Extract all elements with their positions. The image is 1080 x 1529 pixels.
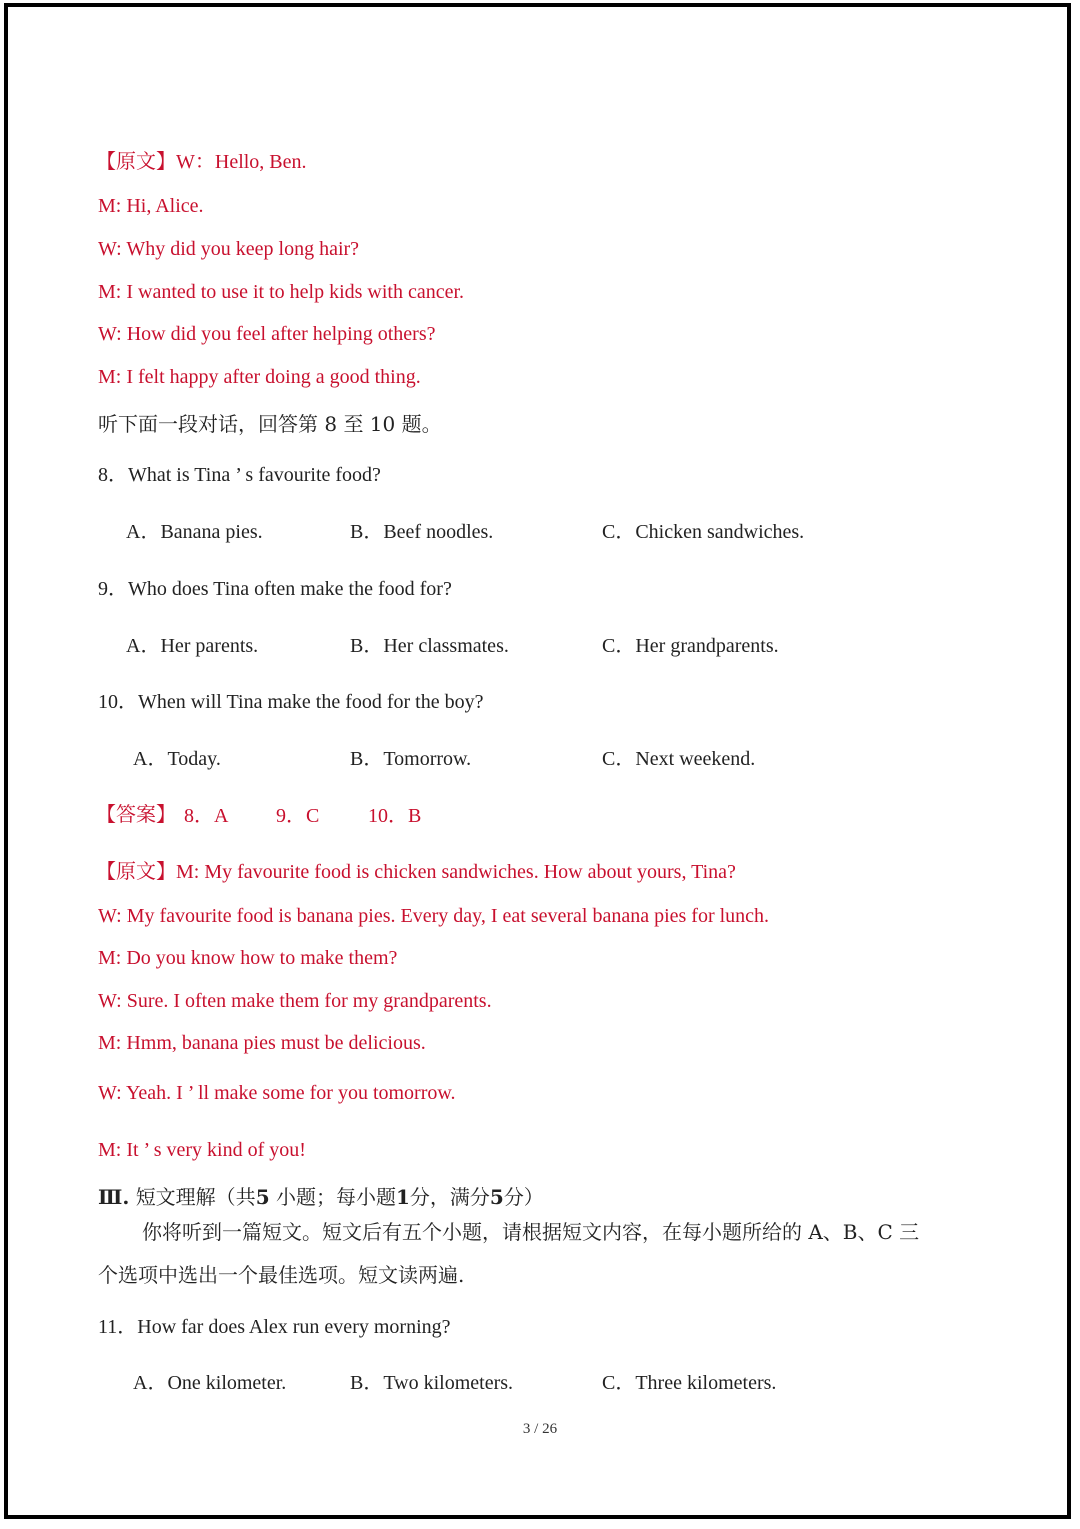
answer-line [96, 798, 176, 827]
question-9-option-a: A．Her parents. [126, 635, 259, 657]
passage1-line: W: How did you feel after helping others? [98, 323, 436, 345]
passage2-label: 【原文】 [96, 859, 176, 883]
section3-title-d: 分） [503, 1185, 544, 1209]
question-9-option-b: B．Her classmates. [350, 635, 509, 657]
section3-desc-line2: 个选项中选出一个最佳选项。短文读两遍. [98, 1263, 465, 1287]
passage2-line: M: Hmm, banana pies must be delicious. [98, 1032, 426, 1054]
answer-label: 【答案】 [96, 802, 176, 826]
passage2-line: W: Yeah. I ’ ll make some for you tomorrow. [98, 1082, 456, 1104]
section3-per: 1 [395, 1185, 410, 1209]
question-8-option-c: C．Chicken sandwiches. [602, 521, 805, 543]
question-10-option-c: C．Next weekend. [602, 748, 756, 770]
passage1-first-text: W：Hello, Ben. [176, 151, 307, 173]
question-8: 8．What is Tina ’ s favourite food? [98, 464, 381, 486]
question-9-option-c: C．Her grandparents. [602, 635, 779, 657]
question-10: 10．When will Tina make the food for the boy? [98, 691, 484, 713]
question-9: 9．Who does Tina often make the food for? [98, 578, 452, 600]
passage2-first-text: M: My favourite food is chicken sandwiches. How about yours, Tina? [176, 861, 736, 883]
passage2-first-line [96, 855, 736, 884]
answer-10: 10．B [368, 805, 422, 827]
question-8-option-b: B．Beef noodles. [350, 521, 494, 543]
passage2-line: W: Sure. I often make them for my grandparents. [98, 990, 492, 1012]
section3-title-a: 短文理解（共 [135, 1185, 256, 1209]
question-11-option-b: B．Two kilometers. [350, 1372, 514, 1394]
section3-title-b: 小题；每小题 [275, 1185, 396, 1209]
passage1-line: W: Why did you keep long hair? [98, 238, 360, 260]
question-11-option-c: C．Three kilometers. [602, 1372, 777, 1394]
question-10-option-a: A．Today. [133, 748, 221, 770]
question-10-option-b: B．Tomorrow. [350, 748, 472, 770]
passage2-line: M: Do you know how to make them? [98, 947, 398, 969]
answer-8: 8．A [184, 805, 229, 827]
passage1-line: M: I felt happy after doing a good thing. [98, 366, 421, 388]
section3-title-c: 分，满分 [409, 1185, 490, 1209]
section3-numeral: Ⅲ. [98, 1185, 130, 1209]
answer-9: 9．C [276, 805, 320, 827]
passage1-label: 【原文】 [96, 149, 176, 173]
section3-total: 5 [489, 1185, 504, 1209]
section3-count: 5 [255, 1185, 270, 1209]
passage1-first-line [96, 145, 307, 174]
passage1-line: M: Hi, Alice. [98, 195, 204, 217]
page-number: 3 / 26 [522, 1421, 558, 1437]
section3-desc-line1: 你将听到一篇短文。短文后有五个小题，请根据短文内容，在每小题所给的 A、B、C 三 [142, 1220, 920, 1244]
passage2-line: W: My favourite food is banana pies. Every day, I eat several banana pies for lunch. [98, 905, 770, 927]
passage2-line: M: It ’ s very kind of you! [98, 1139, 306, 1161]
instruction-8-10: 听下面一段对话，回答第 8 至 10 题。 [98, 412, 442, 436]
question-11-option-a: A．One kilometer. [133, 1372, 287, 1394]
question-11: 11．How far does Alex run every morning? [98, 1316, 451, 1338]
section3-heading [98, 1181, 544, 1210]
question-8-option-a: A．Banana pies. [126, 521, 263, 543]
passage1-line: M: I wanted to use it to help kids with cancer. [98, 281, 465, 303]
